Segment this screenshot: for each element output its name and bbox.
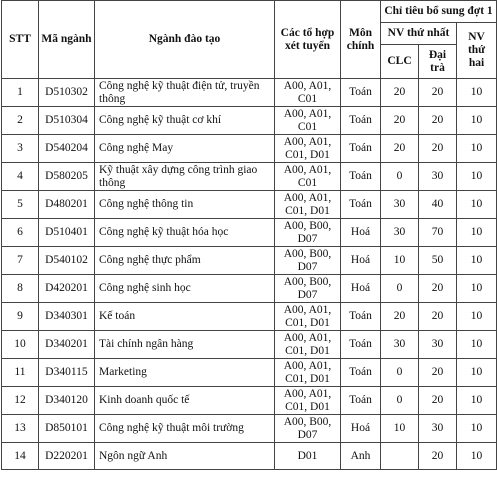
cell-nganh-dao-tao: Công nghệ thông tin — [95, 191, 275, 219]
cell-mon-chinh: Hoá — [341, 247, 381, 275]
header-to-hop: Các tổ hợp xét tuyển — [275, 1, 341, 79]
cell-dai-tra: 20 — [419, 443, 457, 470]
cell-to-hop: A00, B00, D07 — [275, 275, 341, 303]
cell-stt: 6 — [2, 219, 39, 247]
cell-mon-chinh: Toán — [341, 191, 381, 219]
cell-nv-thu-hai: 10 — [457, 247, 497, 275]
cell-to-hop: A00, A01, C01 — [275, 79, 341, 107]
table-row — [2, 387, 497, 415]
cell-to-hop: A00, A01, C01, D01 — [275, 191, 341, 219]
cell-stt: 7 — [2, 247, 39, 275]
cell-clc: 20 — [381, 79, 419, 107]
cell-clc: 20 — [381, 135, 419, 163]
cell-stt: 4 — [2, 163, 39, 191]
cell-clc: 0 — [381, 163, 419, 191]
cell-clc: 30 — [381, 191, 419, 219]
cell-dai-tra: 20 — [419, 359, 457, 387]
cell-clc: 10 — [381, 415, 419, 443]
cell-nganh-dao-tao: Ngôn ngữ Anh — [95, 443, 275, 470]
cell-ma-nganh: D540204 — [39, 135, 95, 163]
cell-ma-nganh: D480201 — [39, 191, 95, 219]
cell-stt: 2 — [2, 107, 39, 135]
cell-ma-nganh: D340301 — [39, 303, 95, 331]
cell-nv-thu-hai: 10 — [457, 79, 497, 107]
cell-clc: 0 — [381, 359, 419, 387]
cell-clc: 20 — [381, 107, 419, 135]
cell-clc: 30 — [381, 219, 419, 247]
cell-mon-chinh: Anh — [341, 443, 381, 470]
header-nv-thu-hai: NV thứ hai — [457, 23, 497, 79]
header-nv-thu-nhat: NV thứ nhất — [381, 23, 457, 45]
cell-mon-chinh: Toán — [341, 359, 381, 387]
cell-mon-chinh: Toán — [341, 303, 381, 331]
cell-ma-nganh: D510302 — [39, 79, 95, 107]
cell-to-hop: A00, A01, C01, D01 — [275, 135, 341, 163]
table-row — [2, 163, 497, 191]
cell-stt: 1 — [2, 79, 39, 107]
header-chi-tieu: Chỉ tiêu bổ sung đợt 1 — [381, 1, 497, 23]
cell-dai-tra: 30 — [419, 331, 457, 359]
cell-nv-thu-hai: 10 — [457, 219, 497, 247]
cell-mon-chinh: Toán — [341, 135, 381, 163]
header-stt: STT — [2, 1, 39, 79]
table-row — [2, 303, 497, 331]
cell-stt: 9 — [2, 303, 39, 331]
cell-nganh-dao-tao: Tài chính ngân hàng — [95, 331, 275, 359]
cell-nganh-dao-tao: Công nghệ sinh học — [95, 275, 275, 303]
header-nganh-dao-tao: Ngành đào tạo — [95, 1, 275, 79]
cell-clc — [381, 443, 419, 470]
admission-quota-table — [1, 0, 497, 470]
cell-dai-tra: 20 — [419, 387, 457, 415]
cell-nv-thu-hai: 10 — [457, 303, 497, 331]
cell-ma-nganh: D510401 — [39, 219, 95, 247]
table-row — [2, 443, 497, 470]
cell-ma-nganh: D540102 — [39, 247, 95, 275]
cell-stt: 3 — [2, 135, 39, 163]
header-clc: CLC — [381, 45, 419, 79]
cell-dai-tra: 20 — [419, 107, 457, 135]
cell-nv-thu-hai: 10 — [457, 275, 497, 303]
cell-to-hop: A00, A01, C01, D01 — [275, 331, 341, 359]
header-dai-tra: Đại trà — [419, 45, 457, 79]
cell-stt: 14 — [2, 443, 39, 470]
cell-mon-chinh: Toán — [341, 387, 381, 415]
cell-mon-chinh: Toán — [341, 79, 381, 107]
cell-dai-tra: 20 — [419, 79, 457, 107]
cell-nganh-dao-tao: Công nghệ thực phẩm — [95, 247, 275, 275]
cell-to-hop: A00, A01, C01, D01 — [275, 303, 341, 331]
cell-mon-chinh: Hoá — [341, 219, 381, 247]
cell-dai-tra: 20 — [419, 135, 457, 163]
table-row — [2, 191, 497, 219]
cell-to-hop: A00, A01, C01 — [275, 107, 341, 135]
cell-stt: 11 — [2, 359, 39, 387]
cell-clc: 10 — [381, 247, 419, 275]
cell-stt: 8 — [2, 275, 39, 303]
cell-mon-chinh: Toán — [341, 163, 381, 191]
table-row — [2, 415, 497, 443]
cell-nganh-dao-tao: Công nghệ kỹ thuật cơ khí — [95, 107, 275, 135]
table-row — [2, 275, 497, 303]
table-body — [2, 79, 497, 470]
cell-stt: 13 — [2, 415, 39, 443]
cell-stt: 12 — [2, 387, 39, 415]
cell-nv-thu-hai: 10 — [457, 443, 497, 470]
cell-mon-chinh: Toán — [341, 107, 381, 135]
cell-clc: 20 — [381, 303, 419, 331]
cell-to-hop: A00, B00, D07 — [275, 247, 341, 275]
cell-nganh-dao-tao: Công nghệ May — [95, 135, 275, 163]
cell-ma-nganh: D340201 — [39, 331, 95, 359]
cell-nv-thu-hai: 10 — [457, 359, 497, 387]
cell-ma-nganh: D220201 — [39, 443, 95, 470]
cell-nganh-dao-tao: Công nghệ kỹ thuật hóa học — [95, 219, 275, 247]
cell-nganh-dao-tao: Kỹ thuật xây dựng công trình giao thông — [95, 163, 275, 191]
table-row — [2, 331, 497, 359]
cell-mon-chinh: Toán — [341, 331, 381, 359]
cell-dai-tra: 20 — [419, 275, 457, 303]
cell-to-hop: A00, A01, C01 — [275, 163, 341, 191]
cell-mon-chinh: Hoá — [341, 415, 381, 443]
cell-clc: 0 — [381, 275, 419, 303]
table-row — [2, 359, 497, 387]
cell-nganh-dao-tao: Công nghệ kỹ thuật môi trường — [95, 415, 275, 443]
table-row — [2, 79, 497, 107]
cell-nganh-dao-tao: Kinh doanh quốc tế — [95, 387, 275, 415]
table-row — [2, 107, 497, 135]
cell-ma-nganh: D510304 — [39, 107, 95, 135]
cell-dai-tra: 20 — [419, 303, 457, 331]
cell-nv-thu-hai: 10 — [457, 163, 497, 191]
table-row — [2, 219, 497, 247]
header-mon-chinh: Môn chính — [341, 1, 381, 79]
cell-to-hop: A00, A01, C01, D01 — [275, 387, 341, 415]
cell-clc: 0 — [381, 387, 419, 415]
cell-dai-tra: 30 — [419, 163, 457, 191]
cell-nv-thu-hai: 10 — [457, 415, 497, 443]
table-row — [2, 247, 497, 275]
cell-nganh-dao-tao: Marketing — [95, 359, 275, 387]
cell-nv-thu-hai: 10 — [457, 135, 497, 163]
cell-stt: 10 — [2, 331, 39, 359]
cell-ma-nganh: D340120 — [39, 387, 95, 415]
cell-dai-tra: 50 — [419, 247, 457, 275]
cell-nv-thu-hai: 10 — [457, 331, 497, 359]
cell-dai-tra: 30 — [419, 415, 457, 443]
cell-to-hop: D01 — [275, 443, 341, 470]
cell-nganh-dao-tao: Công nghệ kỹ thuật điện tử, truyền thông — [95, 79, 275, 107]
cell-nganh-dao-tao: Kế toán — [95, 303, 275, 331]
header-ma-nganh: Mã ngành — [39, 1, 95, 79]
cell-mon-chinh: Hoá — [341, 275, 381, 303]
cell-to-hop: A00, A01, C01, D01 — [275, 359, 341, 387]
cell-ma-nganh: D340115 — [39, 359, 95, 387]
cell-nv-thu-hai: 10 — [457, 387, 497, 415]
cell-dai-tra: 40 — [419, 191, 457, 219]
cell-nv-thu-hai: 10 — [457, 191, 497, 219]
cell-stt: 5 — [2, 191, 39, 219]
cell-ma-nganh: D420201 — [39, 275, 95, 303]
table-row — [2, 135, 497, 163]
cell-ma-nganh: D850101 — [39, 415, 95, 443]
cell-nv-thu-hai: 10 — [457, 107, 497, 135]
cell-to-hop: A00, B00, D07 — [275, 219, 341, 247]
cell-dai-tra: 70 — [419, 219, 457, 247]
cell-clc: 30 — [381, 331, 419, 359]
cell-to-hop: A00, B00, D07 — [275, 415, 341, 443]
cell-ma-nganh: D580205 — [39, 163, 95, 191]
